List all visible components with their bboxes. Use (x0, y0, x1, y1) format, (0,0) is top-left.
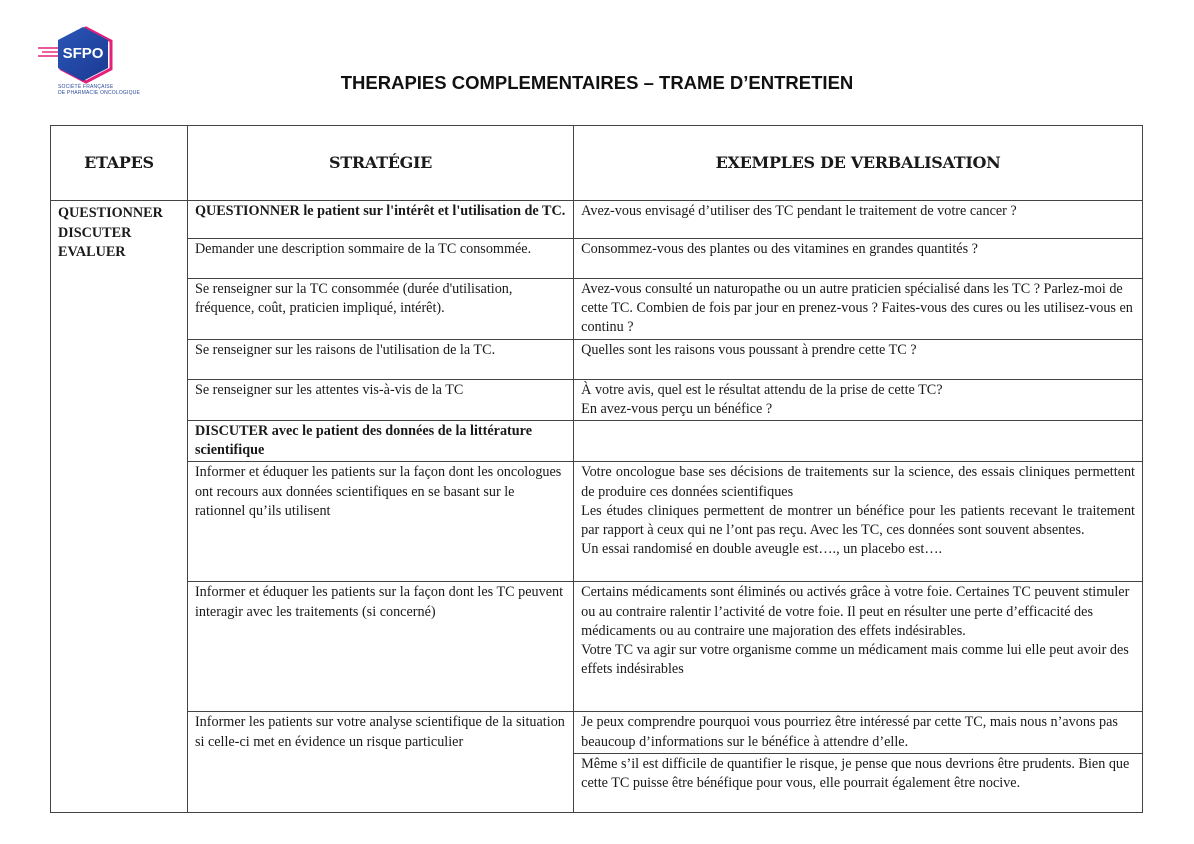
table-row (51, 712, 1143, 753)
exemple-cell: Avez-vous consulté un naturopathe ou un autre praticien spécialisé dans les TC ? Parlez-moi de cette TC. Combien de fois par jour en prenez-vous ? Faites-vous des cures ou les utilisez-vous en continu ? (574, 279, 1143, 340)
strategie-cell: Informer et éduquer les patients sur la façon dont les TC peuvent interagir avec les traitements (si concerné) (187, 582, 573, 712)
page-title: THERAPIES COMPLEMENTAIRES – TRAME D’ENTRETIEN (340, 72, 854, 93)
table-row (51, 201, 1143, 239)
exemple-cell: Je peux comprendre pourquoi vous pourriez être intéressé par cette TC, mais nous n’avons pas beaucoup d’informations sur le bénéfice à attendre d’elle. (574, 712, 1143, 753)
exemple-cell: Même s’il est difficile de quantifier le risque, je pense que nous devrions être prudents. Bien que cette TC puisse être bénéfique pour vous, elle pourrait également être nocive. (574, 753, 1143, 812)
svg-text:SFPO: SFPO (62, 45, 104, 62)
exemple-cell: Certains médicaments sont éliminés ou activés grâce à votre foie. Certaines TC peuvent stimuler ou au contraire ralentir l’activité de votre foie. Il peut en résulter une perte d’efficacité des médicaments ou au contraire une majoration des effets indésirables. Votre TC va agir sur votre organisme comme un médicament mais comme lui elle peut avoir des effets indésirables (574, 582, 1143, 712)
logo-subtitle: SOCIÉTÉ FRANÇAISE DE PHARMACIE ONCOLOGIQUE (58, 84, 141, 96)
strategie-cell: Demander une description sommaire de la TC consommée. (187, 239, 573, 279)
table-row (51, 582, 1143, 712)
table-row (51, 379, 1143, 420)
header-etapes: ETAPES (51, 126, 188, 201)
exemple-cell: Consommez-vous des plantes ou des vitamines en grandes quantités ? (574, 239, 1143, 279)
table-row (51, 239, 1143, 279)
table-row (51, 279, 1143, 340)
exemple-cell: À votre avis, quel est le résultat attendu de la prise de cette TC? En avez-vous perçu un bénéfice ? (574, 379, 1143, 420)
strategie-cell: DISCUTER avec le patient des données de la littérature scientifique (187, 421, 573, 462)
strategie-cell: Se renseigner sur les attentes vis-à-vis de la TC (187, 379, 573, 420)
exemple-cell: Quelles sont les raisons vous poussant à prendre cette TC ? (574, 339, 1143, 379)
strategie-cell: Se renseigner sur les raisons de l'utilisation de la TC. (187, 339, 573, 379)
interview-guide-table (50, 125, 1143, 813)
table-row (51, 462, 1143, 582)
header-strategie: STRATÉGIE (187, 126, 573, 201)
exemple-cell: Avez-vous envisagé d’utiliser des TC pendant le traitement de votre cancer ? (574, 201, 1143, 239)
table-row (51, 339, 1143, 379)
exemple-cell-empty (574, 421, 1143, 462)
table-row (51, 421, 1143, 462)
exemple-cell: Votre oncologue base ses décisions de traitements sur la science, des essais cliniques permettent de produire ces données scientifiques Les études cliniques permettent de montrer un bénéfice pour les patients recevant le traitement par rapport à ceux qui ne l’ont pas reçu. Avec les TC, ces données sont souvent absentes. Un essai randomisé en double aveugle est…., un placebo est…. (574, 462, 1143, 582)
strategie-cell: QUESTIONNER le patient sur l'intérêt et l'utilisation de TC. (187, 201, 573, 239)
strategie-cell: Informer et éduquer les patients sur la façon dont les oncologues ont recours aux données scientifiques en se basant sur le rationnel qu’ils utilisent (187, 462, 573, 582)
strategie-cell: Se renseigner sur la TC consommée (durée d'utilisation, fréquence, coût, praticien impliqué, intérêt). (187, 279, 573, 340)
strategie-cell: Informer les patients sur votre analyse scientifique de la situation si celle-ci met en évidence un risque particulier (187, 712, 573, 812)
header-exemples: EXEMPLES DE VERBALISATION (574, 126, 1143, 201)
etapes-cell: QUESTIONNER DISCUTER EVALUER (51, 201, 188, 813)
table-header-row (51, 126, 1143, 201)
